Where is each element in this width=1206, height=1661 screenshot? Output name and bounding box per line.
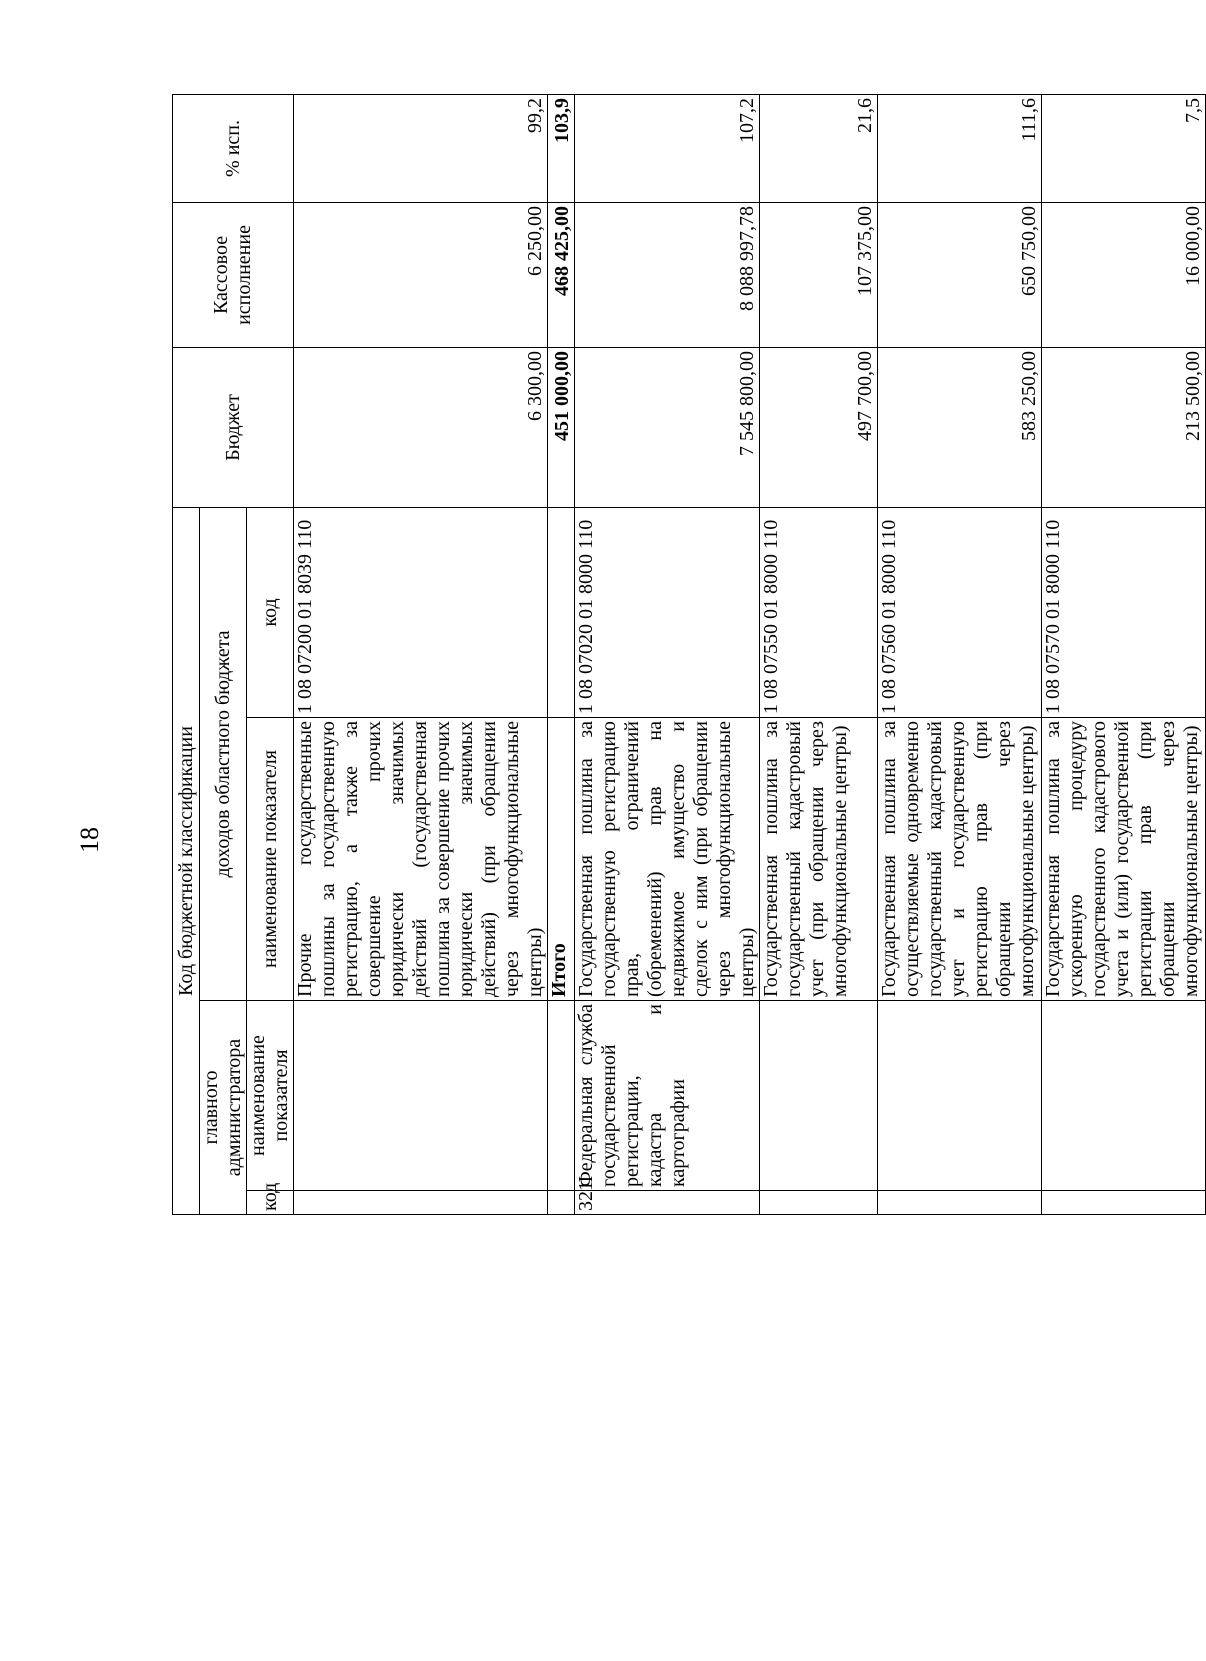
percent-cell: 111,6 [878, 94, 1042, 202]
income-code-cell: 1 08 07550 01 8000 110 [760, 507, 878, 717]
income-code-cell: 1 08 07200 01 8039 110 [294, 507, 548, 717]
admin-code-header: код [247, 1191, 294, 1215]
income-name-cell: Государственная пошлина за ускоренную процедуру государственного кадастрового учета и (или) государственной регистрации прав (при обращении через многофункциональные центры) [1042, 718, 1206, 1001]
admin-code-cell [548, 1191, 575, 1215]
admin-code-cell: 321 [575, 1191, 760, 1215]
income-code-cell: 1 08 07560 01 8000 110 [878, 507, 1042, 717]
admin-header: главного администратора [200, 1001, 247, 1215]
budget-cell: 583 250,00 [878, 347, 1042, 507]
table-row [1042, 94, 1206, 1214]
execution-cell: 8 088 997,78 [575, 202, 760, 347]
table-row [575, 94, 760, 1214]
percent-cell: 7,5 [1042, 94, 1206, 202]
budget-table [172, 94, 1206, 1215]
admin-name-cell [878, 1001, 1042, 1191]
classification-header: Код бюджетной классификации [173, 507, 200, 1214]
table-row [878, 94, 1042, 1214]
admin-code-cell [878, 1191, 1042, 1215]
income-name-header: наименование показателя [247, 718, 294, 1001]
income-code-cell: 1 08 07570 01 8000 110 [1042, 507, 1206, 717]
income-name-cell: Государственная пошлина за осуществляемые одновременно государственный кадастровый учет и государственную регистрацию прав (при обращении через многофункциональные центры) [878, 718, 1042, 1001]
admin-name-cell [294, 1001, 548, 1191]
budget-header: Бюджет [173, 347, 294, 507]
percent-cell: 103,9 [548, 94, 575, 202]
admin-name-cell: Федеральная служба государственной регистрации, кадастра и картографии [575, 1001, 760, 1191]
income-code-header: код [247, 507, 294, 717]
page-number: 18 [75, 827, 104, 853]
admin-name-cell [548, 1001, 575, 1191]
income-code-cell: 1 08 07020 01 8000 110 [575, 507, 760, 717]
percent-header: % исп. [173, 94, 294, 202]
execution-cell: 650 750,00 [878, 202, 1042, 347]
total-label-cell: Итого [548, 718, 575, 1001]
income-code-cell [548, 507, 575, 717]
admin-name-cell [760, 1001, 878, 1191]
admin-code-cell [1042, 1191, 1206, 1215]
execution-cell: 468 425,00 [548, 202, 575, 347]
percent-cell: 21,6 [760, 94, 878, 202]
admin-code-cell [294, 1191, 548, 1215]
table-row [294, 94, 548, 1214]
execution-cell: 6 250,00 [294, 202, 548, 347]
budget-cell: 213 500,00 [1042, 347, 1206, 507]
income-name-cell: Государственная пошлина за государственную регистрацию прав, ограничений (обременений) прав на недвижимое имущество и сделок с ним (при обращении через многофункциональные центры) [575, 718, 760, 1001]
execution-header: Кассовое исполнение [173, 202, 294, 347]
admin-name-header: наименование показателя [247, 1001, 294, 1191]
table-row-total [548, 94, 575, 1214]
percent-cell: 99,2 [294, 94, 548, 202]
budget-cell: 497 700,00 [760, 347, 878, 507]
execution-cell: 107 375,00 [760, 202, 878, 347]
execution-cell: 16 000,00 [1042, 202, 1206, 347]
budget-cell: 7 545 800,00 [575, 347, 760, 507]
income-header: доходов областного бюджета [200, 507, 247, 1000]
budget-cell: 451 000,00 [548, 347, 575, 507]
budget-cell: 6 300,00 [294, 347, 548, 507]
income-name-cell: Прочие государственные пошлины за государственную регистрацию, а также за совершение прочих юридически значимых действий (государственная пошлина за совершение прочих юридически значимых действий) (при обращении через многофункциональные центры) [294, 718, 548, 1001]
admin-code-cell [760, 1191, 878, 1215]
table-container [172, 95, 1204, 1215]
income-name-cell: Государственная пошлина за государственный кадастровый учет (при обращении через многофункциональные центры) [760, 718, 878, 1001]
admin-name-cell [1042, 1001, 1206, 1191]
percent-cell: 107,2 [575, 94, 760, 202]
table-row [760, 94, 878, 1214]
